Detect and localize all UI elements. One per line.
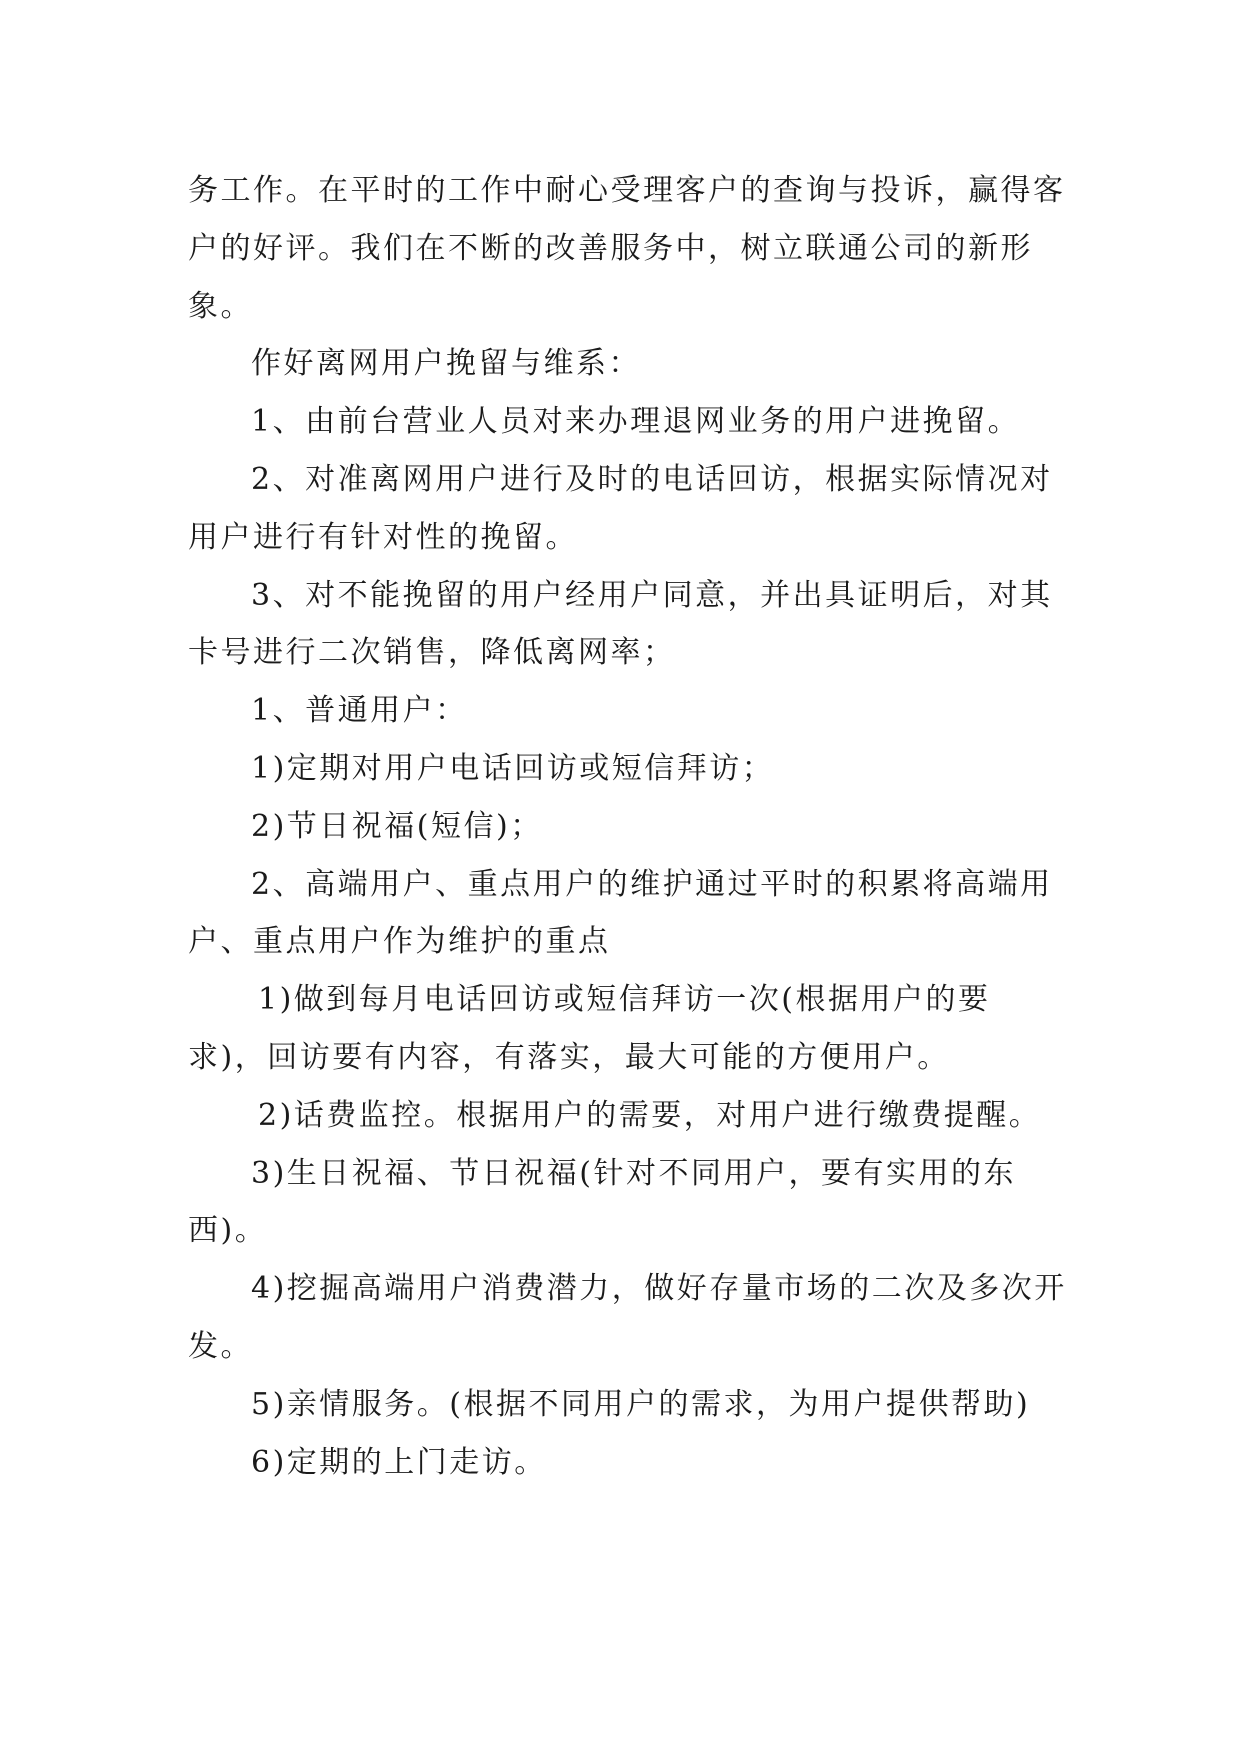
paragraph-item-1: 1、由前台营业人员对来办理退网业务的用户进挽留。: [251, 404, 1021, 440]
paragraph-high-end-sub-6: 6)定期的上门走访。: [251, 1444, 547, 1480]
paragraph-normal-sub-2: 2)节日祝福(短信)；: [251, 808, 543, 844]
paragraph-high-end-sub-2: 2)话费监控。根据用户的需要，对用户进行缴费提醒。: [258, 1097, 1042, 1133]
paragraph-high-end-sub-3: 3)生日祝福、节日祝福(针对不同用户，要有实用的东西)。: [188, 1155, 1016, 1249]
paragraph-high-end-sub-1: 1)做到每月电话回访或短信拜访一次(根据用户的要求)，回访要有内容，有落实，最大可能的方便用户。: [188, 982, 991, 1075]
paragraph-normal-users: 1、普通用户：: [251, 693, 468, 729]
paragraph-item-3: 3、对不能挽留的用户经用户同意，并出具证明后，对其卡号进行二次销售，降低离网率；: [188, 577, 1053, 671]
paragraph-heading-retention: 作好离网用户挽留与维系：: [251, 346, 641, 382]
document-body: [188, 162, 1068, 1491]
paragraph-normal-sub-1: 1)定期对用户电话回访或短信拜访；: [251, 750, 775, 786]
paragraph-high-end-users: 2、高端用户、重点用户的维护通过平时的积累将高端用户、重点用户作为维护的重点: [188, 866, 1053, 960]
paragraph-high-end-sub-4: 4)挖掘高端用户消费潜力，做好存量市场的二次及多次开发。: [188, 1271, 1067, 1364]
paragraph-continued: 务工作。在平时的工作中耐心受理客户的查询与投诉，赢得客户的好评。我们在不断的改善服务中，树立联通公司的新形象。: [188, 173, 1066, 324]
paragraph-high-end-sub-5: 5)亲情服务。(根据不同用户的需求，为用户提供帮助): [251, 1386, 1031, 1422]
paragraph-item-2: 2、对准离网用户进行及时的电话回访，根据实际情况对用户进行有针对性的挽留。: [188, 461, 1053, 555]
